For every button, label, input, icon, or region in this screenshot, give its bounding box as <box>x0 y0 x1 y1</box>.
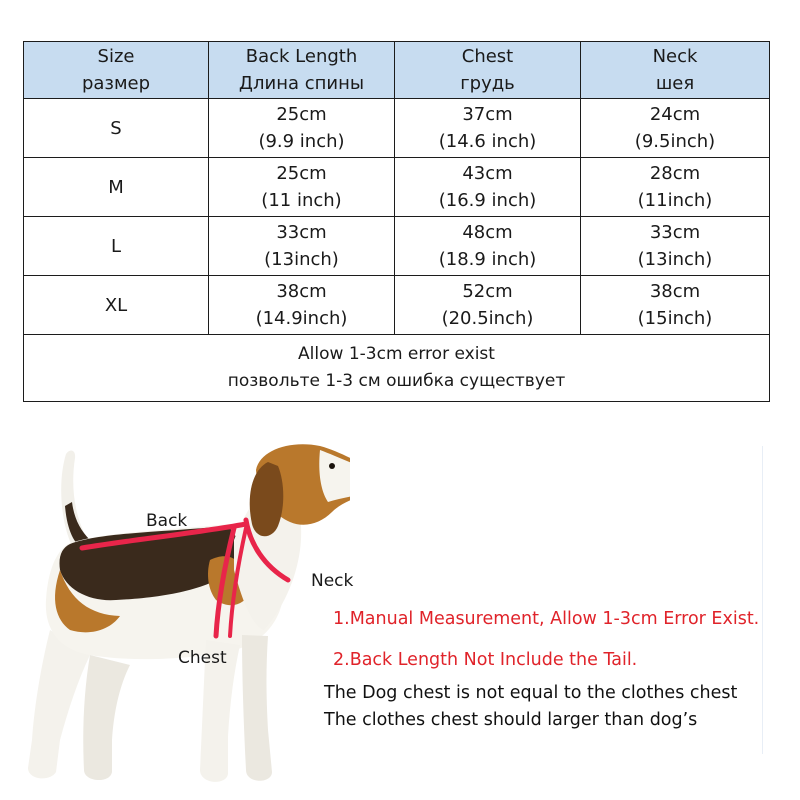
cell-chest-cm: 52cm <box>462 281 513 302</box>
cell-back-length <box>209 276 395 335</box>
table-row <box>24 276 770 335</box>
size-chart-table <box>23 41 770 402</box>
error-note-en: Allow 1-3cm error exist <box>298 344 495 364</box>
cell-back-cm: 33cm <box>276 222 327 243</box>
cell-back-inch: (9.9 inch) <box>258 131 345 152</box>
cell-neck-inch: (11inch) <box>637 190 713 211</box>
cell-size: L <box>24 217 209 276</box>
cell-back-length <box>209 99 395 158</box>
cell-size: S <box>24 99 209 158</box>
cell-size: M <box>24 158 209 217</box>
header-chest-en: Chest <box>461 46 514 67</box>
header-size <box>24 42 209 99</box>
header-neck <box>581 42 770 99</box>
header-neck-ru: шея <box>655 73 695 94</box>
back-length-tail-note: 2.Back Length Not Include the Tail. <box>333 650 638 670</box>
cell-neck-inch: (15inch) <box>637 308 713 329</box>
divider <box>762 446 763 754</box>
header-back-length <box>209 42 395 99</box>
back-label: Back <box>146 511 188 531</box>
header-chest <box>395 42 581 99</box>
clothes-chest-note: The clothes chest should larger than dog’s <box>324 710 698 730</box>
cell-neck <box>581 276 770 335</box>
cell-neck <box>581 158 770 217</box>
cell-chest <box>395 99 581 158</box>
dog-measurement-illustration <box>20 440 350 800</box>
beagle-dog-icon <box>28 444 350 782</box>
table-row <box>24 99 770 158</box>
table-header-row <box>24 42 770 99</box>
cell-neck-cm: 24cm <box>649 104 701 125</box>
cell-chest-cm: 48cm <box>462 222 513 243</box>
cell-chest-inch: (16.9 inch) <box>438 190 537 211</box>
cell-chest <box>395 158 581 217</box>
cell-neck-inch: (13inch) <box>637 249 713 270</box>
cell-size: XL <box>24 276 209 335</box>
cell-neck-inch: (9.5inch) <box>634 131 716 152</box>
cell-back-length <box>209 217 395 276</box>
cell-chest <box>395 276 581 335</box>
header-chest-ru: грудь <box>460 73 515 94</box>
cell-chest-inch: (14.6 inch) <box>438 131 537 152</box>
table-note-row <box>24 335 770 402</box>
cell-back-length <box>209 158 395 217</box>
cell-neck-cm: 33cm <box>649 222 701 243</box>
cell-chest-cm: 37cm <box>462 104 513 125</box>
neck-label: Neck <box>311 571 354 591</box>
cell-neck-cm: 38cm <box>649 281 701 302</box>
header-size-ru: размер <box>81 73 151 94</box>
error-note-ru: позвольте 1-3 см ошибка существует <box>227 371 566 391</box>
error-note-cell <box>24 335 770 402</box>
header-size-en: Size <box>97 46 135 67</box>
cell-back-cm: 25cm <box>276 104 327 125</box>
header-neck-en: Neck <box>652 46 698 67</box>
cell-chest <box>395 217 581 276</box>
dog-chest-note: The Dog chest is not equal to the clothes chest <box>324 683 738 703</box>
cell-chest-inch: (18.9 inch) <box>438 249 537 270</box>
header-back-length-en: Back Length <box>245 46 358 67</box>
cell-back-inch: (11 inch) <box>261 190 342 211</box>
cell-chest-inch: (20.5inch) <box>441 308 534 329</box>
table-row <box>24 217 770 276</box>
chest-label: Chest <box>178 648 227 668</box>
cell-back-cm: 25cm <box>276 163 327 184</box>
cell-neck <box>581 99 770 158</box>
cell-neck <box>581 217 770 276</box>
header-back-length-ru: Длина спины <box>238 73 365 94</box>
table-row <box>24 158 770 217</box>
cell-back-cm: 38cm <box>276 281 327 302</box>
cell-neck-cm: 28cm <box>649 163 701 184</box>
cell-back-inch: (13inch) <box>264 249 339 270</box>
cell-chest-cm: 43cm <box>462 163 513 184</box>
manual-measurement-note: 1.Manual Measurement, Allow 1-3cm Error Exist. <box>333 609 760 629</box>
cell-back-inch: (14.9inch) <box>255 308 348 329</box>
